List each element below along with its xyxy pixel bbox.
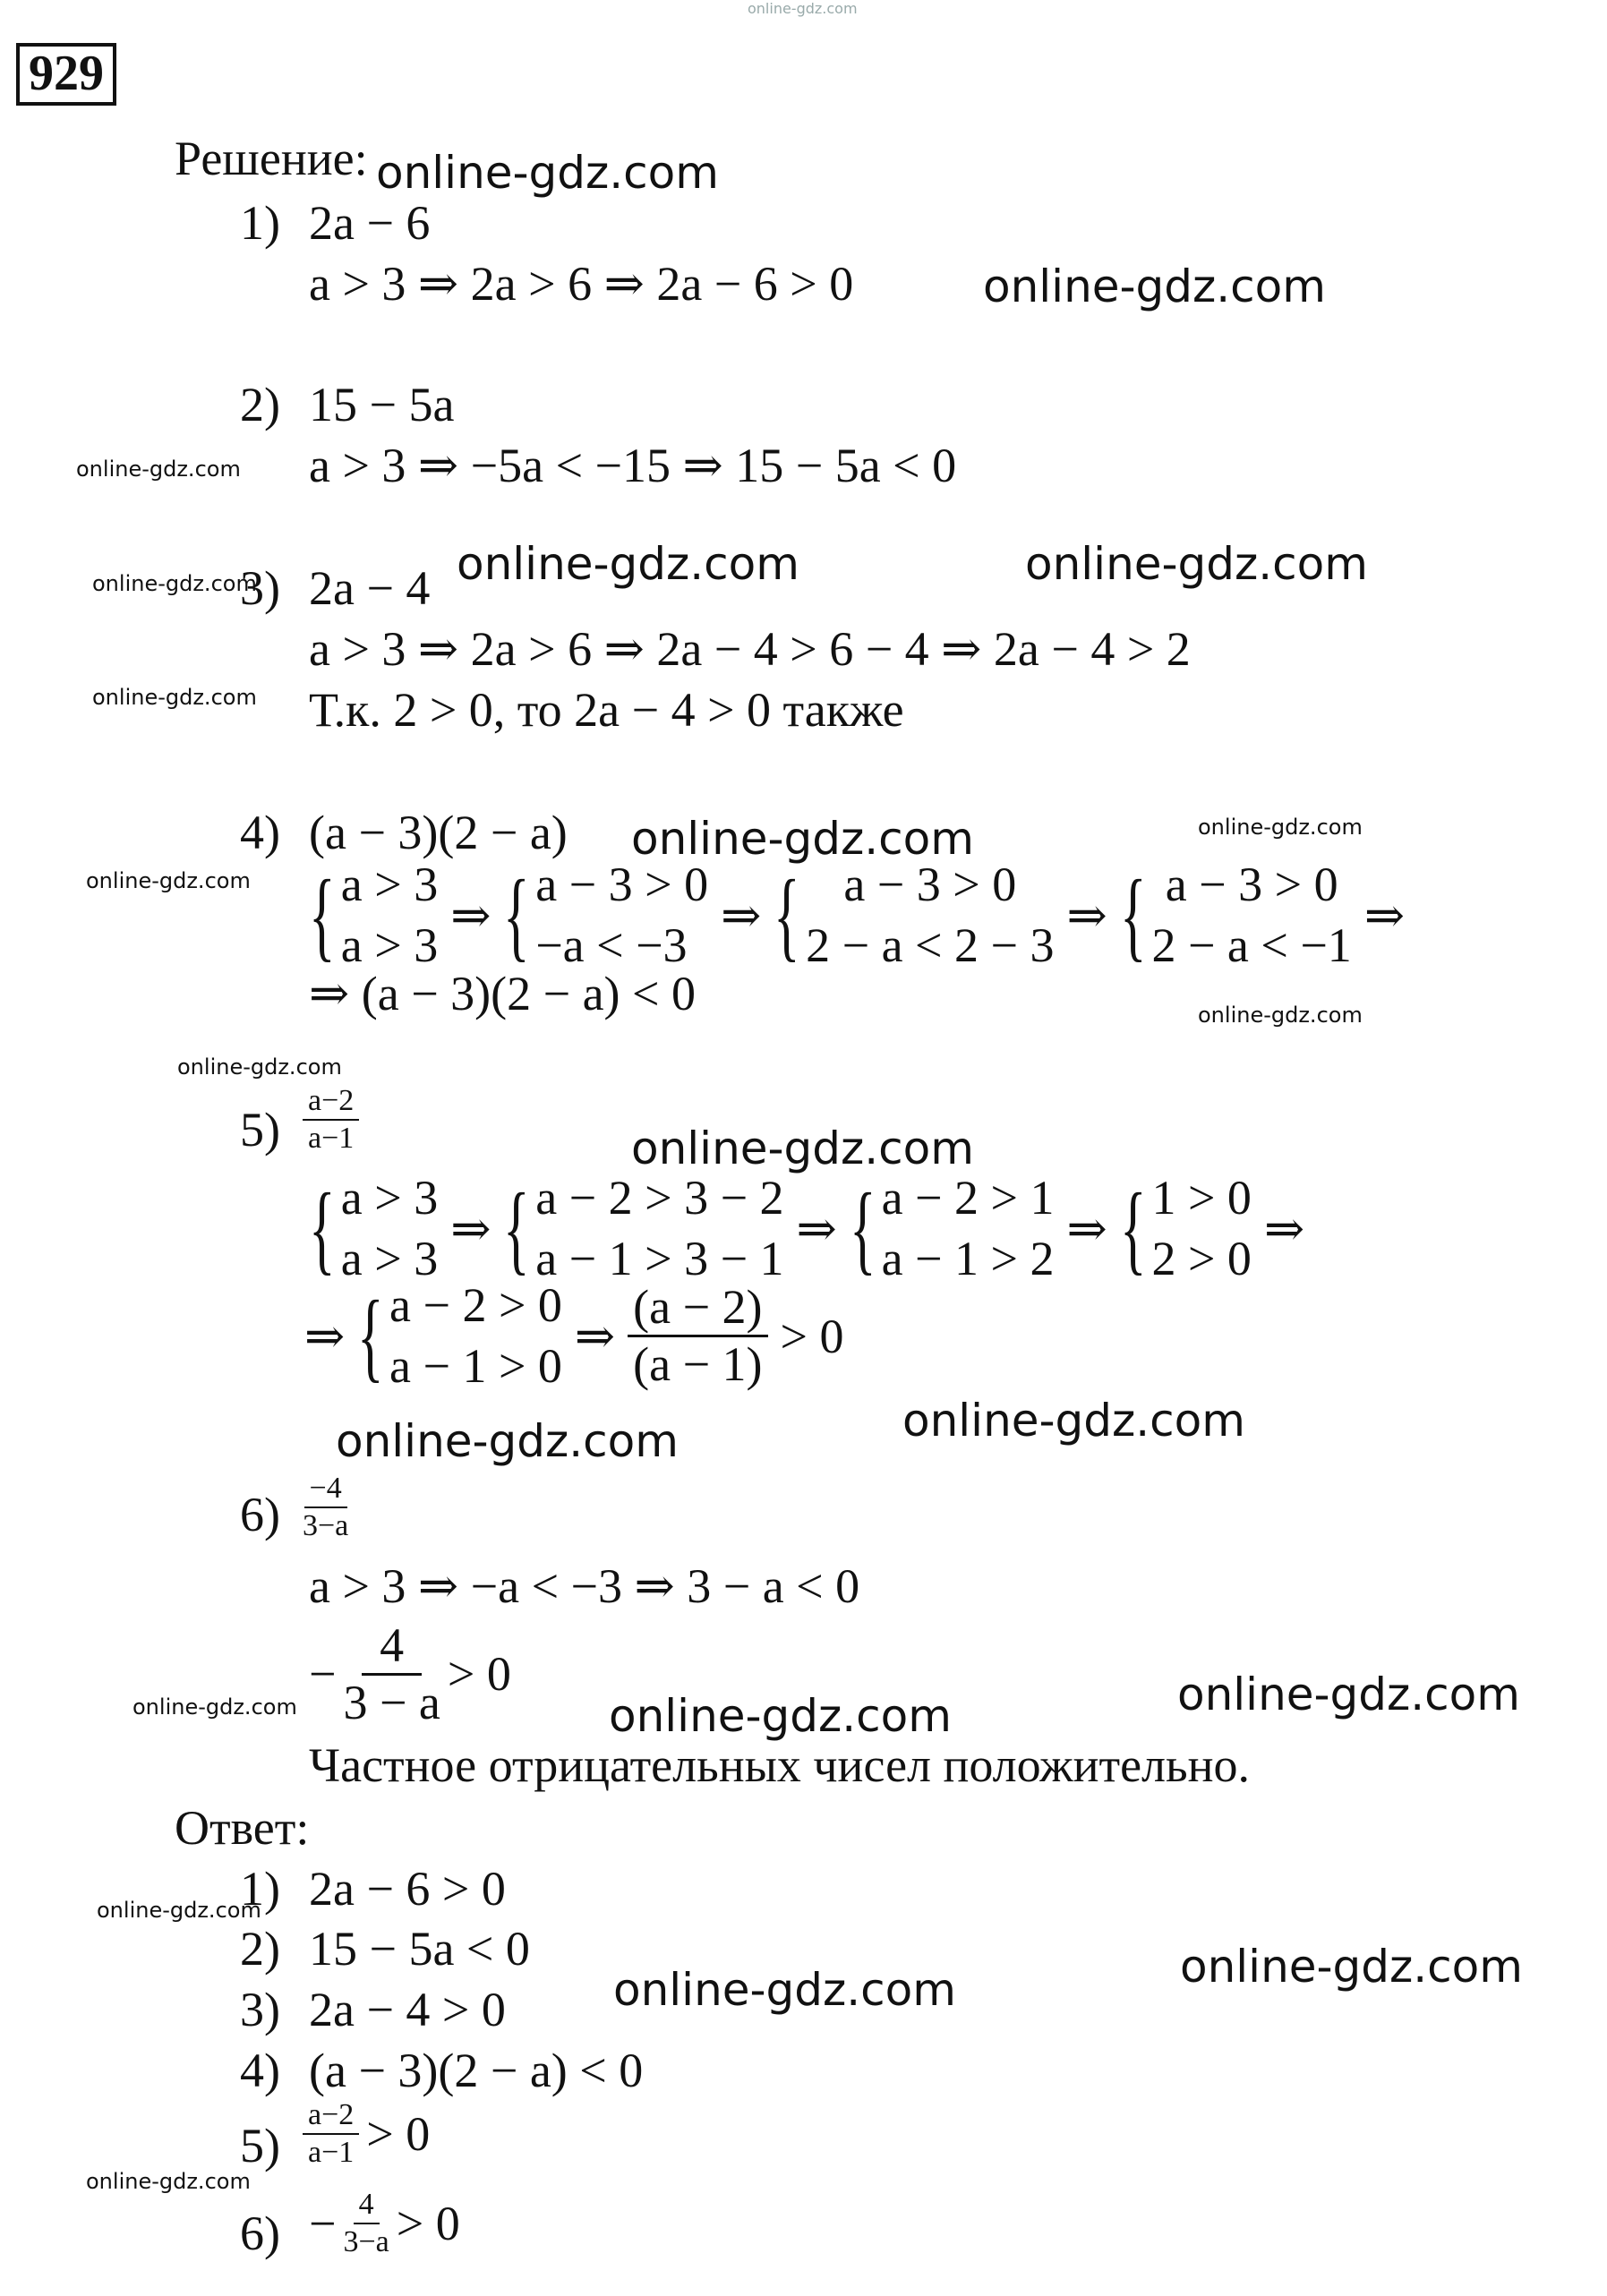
item-3-expression: 2a − 4: [309, 561, 431, 615]
minus-sign: −: [309, 1647, 337, 1702]
watermark: online-gdz.com: [376, 147, 719, 199]
system-row: a − 3 > 0: [1165, 858, 1338, 911]
fraction-denominator: 3 − a: [343, 1675, 440, 1729]
fraction-denominator: a−1: [308, 2135, 355, 2169]
watermark: online-gdz.com: [609, 1690, 952, 1742]
watermark: online-gdz.com: [1198, 815, 1363, 840]
item-4-system-3: { a − 3 > 0 2 − a < 2 − 3: [774, 855, 1054, 976]
answer-1: 2a − 6 > 0: [309, 1862, 506, 1916]
system-row: a > 3: [340, 918, 439, 972]
item-3-conclusion: Т.к. 2 > 0, то 2a − 4 > 0 также: [309, 683, 904, 737]
item-5-big-tail: > 0: [780, 1309, 844, 1363]
system-row: a − 1 > 0: [389, 1338, 562, 1393]
fraction-denominator: a−1: [308, 1121, 355, 1155]
watermark: online-gdz.com: [902, 1395, 1245, 1447]
item-1-derivation: a > 3 ⇒ 2a > 6 ⇒ 2a − 6 > 0: [309, 257, 854, 311]
watermark: online-gdz.com: [1025, 538, 1368, 590]
fraction-numerator: 4: [362, 1620, 422, 1676]
system-row: a − 2 > 0: [389, 1278, 562, 1332]
item-4-expression: (a − 3)(2 − a): [309, 806, 568, 859]
system-row: a − 2 > 1: [881, 1171, 1055, 1225]
watermark: online-gdz.com: [86, 868, 251, 893]
item-4-number: 4): [240, 806, 280, 859]
item-2-expression: 15 − 5a: [309, 378, 455, 431]
answer-4-number: 4): [240, 2044, 280, 2097]
solution-label: Решение:: [175, 132, 368, 185]
watermark: online-gdz.com: [76, 457, 241, 482]
implies-arrow: ⇒: [1066, 1201, 1107, 1256]
watermark: online-gdz.com: [457, 538, 799, 590]
item-4-result: ⇒ (a − 3)(2 − a) < 0: [309, 967, 696, 1020]
system-row: a − 1 > 2: [881, 1231, 1055, 1285]
system-row: a − 3 > 0: [843, 858, 1017, 911]
item-1-expression: 2a − 6: [309, 196, 431, 250]
item-5-system-1: { a > 3 a > 3: [309, 1168, 438, 1289]
system-row: a − 1 > 3 − 1: [535, 1231, 784, 1285]
item-6-inequality: [309, 1620, 511, 1728]
answer-3: 2a − 4 > 0: [309, 1983, 506, 2036]
watermark: online-gdz.com: [1198, 1003, 1363, 1028]
item-2-derivation: a > 3 ⇒ −5a < −15 ⇒ 15 − 5a < 0: [309, 439, 957, 492]
fraction-numerator: a−2: [303, 2099, 359, 2135]
answer-6-number: 6): [240, 2206, 280, 2260]
item-5-system-2: { a − 2 > 3 − 2 a − 1 > 3 − 1: [503, 1168, 783, 1289]
fraction-numerator: a−2: [303, 1085, 359, 1121]
implies-arrow: ⇒: [450, 1201, 492, 1256]
system-row: 2 > 0: [1151, 1231, 1252, 1285]
minus-sign: −: [309, 2196, 337, 2250]
implies-arrow: ⇒: [450, 888, 492, 943]
item-4-system-1: { a > 3 a > 3: [309, 855, 438, 976]
item-6-derivation: a > 3 ⇒ −a < −3 ⇒ 3 − a < 0: [309, 1559, 860, 1613]
watermark: online-gdz.com: [1180, 1941, 1523, 1993]
implies-arrow: ⇒: [1066, 888, 1107, 943]
watermark: online-gdz.com: [336, 1415, 679, 1467]
item-6-note: Частное отрицательных чисел положительно.: [309, 1738, 1251, 1792]
item-5-system-5: { a − 2 > 0 a − 1 > 0: [357, 1276, 562, 1396]
watermark: online-gdz.com: [631, 813, 974, 865]
watermark: online-gdz.com: [132, 1694, 297, 1720]
item-6-big-fraction: [343, 1620, 440, 1728]
watermark: online-gdz.com: [1177, 1669, 1520, 1720]
answer-5-tail: > 0: [366, 2106, 431, 2161]
item-5-conclusion: [304, 1276, 844, 1396]
watermark: online-gdz.com: [97, 1898, 261, 1923]
problem-number: 929: [16, 43, 116, 106]
watermark: online-gdz.com: [983, 260, 1326, 312]
fraction-denominator: 3−a: [343, 2224, 389, 2258]
item-4-system-chain: [309, 855, 1405, 976]
system-row: a > 3: [340, 858, 439, 911]
item-5-big-fraction: [628, 1282, 767, 1389]
answer-1-number: 1): [240, 1862, 280, 1916]
system-row: 2 − a < 2 − 3: [806, 918, 1055, 972]
system-row: a − 2 > 3 − 2: [535, 1171, 784, 1225]
item-5-system-3: { a − 2 > 1 a − 1 > 2: [850, 1168, 1055, 1289]
answer-4: (a − 3)(2 − a) < 0: [309, 2044, 644, 2097]
item-4-system-4: { a − 3 > 0 2 − a < −1: [1120, 855, 1352, 976]
watermark: online-gdz.com: [631, 1122, 974, 1174]
fraction-denominator: (a − 1): [633, 1337, 763, 1391]
system-row: a > 3: [340, 1171, 439, 1225]
system-row: a > 3: [340, 1231, 439, 1285]
system-row: −a < −3: [535, 918, 688, 972]
item-4-system-2: { a − 3 > 0 −a < −3: [503, 855, 708, 976]
implies-arrow: ⇒: [721, 888, 762, 943]
system-row: 1 > 0: [1151, 1171, 1252, 1225]
watermark: online-gdz.com: [613, 1964, 956, 2016]
watermark: online-gdz.com: [92, 571, 257, 596]
item-2-number: 2): [240, 378, 280, 431]
answer-5-number: 5): [240, 2119, 280, 2172]
implies-arrow: ⇒: [574, 1309, 616, 1363]
system-row: a − 3 > 0: [535, 858, 709, 911]
answer-2: 15 − 5a < 0: [309, 1922, 530, 1976]
fraction-numerator: −4: [304, 1472, 347, 1508]
watermark-top: online-gdz.com: [748, 0, 858, 17]
item-6-number: 6): [240, 1488, 280, 1541]
item-5-number: 5): [240, 1103, 280, 1157]
watermark: online-gdz.com: [92, 685, 257, 710]
item-3-number: 3): [240, 561, 280, 615]
fraction-numerator: (a − 2): [628, 1282, 767, 1337]
item-3-derivation: a > 3 ⇒ 2a > 6 ⇒ 2a − 4 > 6 − 4 ⇒ 2a − 4 > 2: [309, 622, 1191, 676]
answer-5: [303, 2099, 430, 2168]
implies-arrow: ⇒: [1263, 1201, 1305, 1256]
fraction-numerator: 4: [354, 2189, 380, 2224]
fraction-denominator: 3−a: [303, 1508, 349, 1542]
answer-3-number: 3): [240, 1983, 280, 2036]
item-6-expression: [303, 1472, 348, 1541]
answer-2-number: 2): [240, 1922, 280, 1976]
watermark: online-gdz.com: [86, 2169, 251, 2194]
watermark: online-gdz.com: [177, 1054, 342, 1080]
implies-arrow: ⇒: [1363, 888, 1406, 943]
implies-arrow: ⇒: [796, 1201, 837, 1256]
item-6-big-tail: > 0: [447, 1647, 511, 1702]
answer-label: Ответ:: [175, 1801, 310, 1855]
answer-6-tail: > 0: [396, 2196, 460, 2250]
system-row: 2 − a < −1: [1151, 918, 1352, 972]
item-1-number: 1): [240, 196, 280, 250]
answer-6: [309, 2189, 460, 2258]
item-5-expression: [303, 1085, 359, 1154]
implies-arrow: ⇒: [304, 1309, 346, 1363]
item-5-system-4: { 1 > 0 2 > 0: [1120, 1168, 1252, 1289]
item-5-system-chain: [309, 1168, 1304, 1289]
